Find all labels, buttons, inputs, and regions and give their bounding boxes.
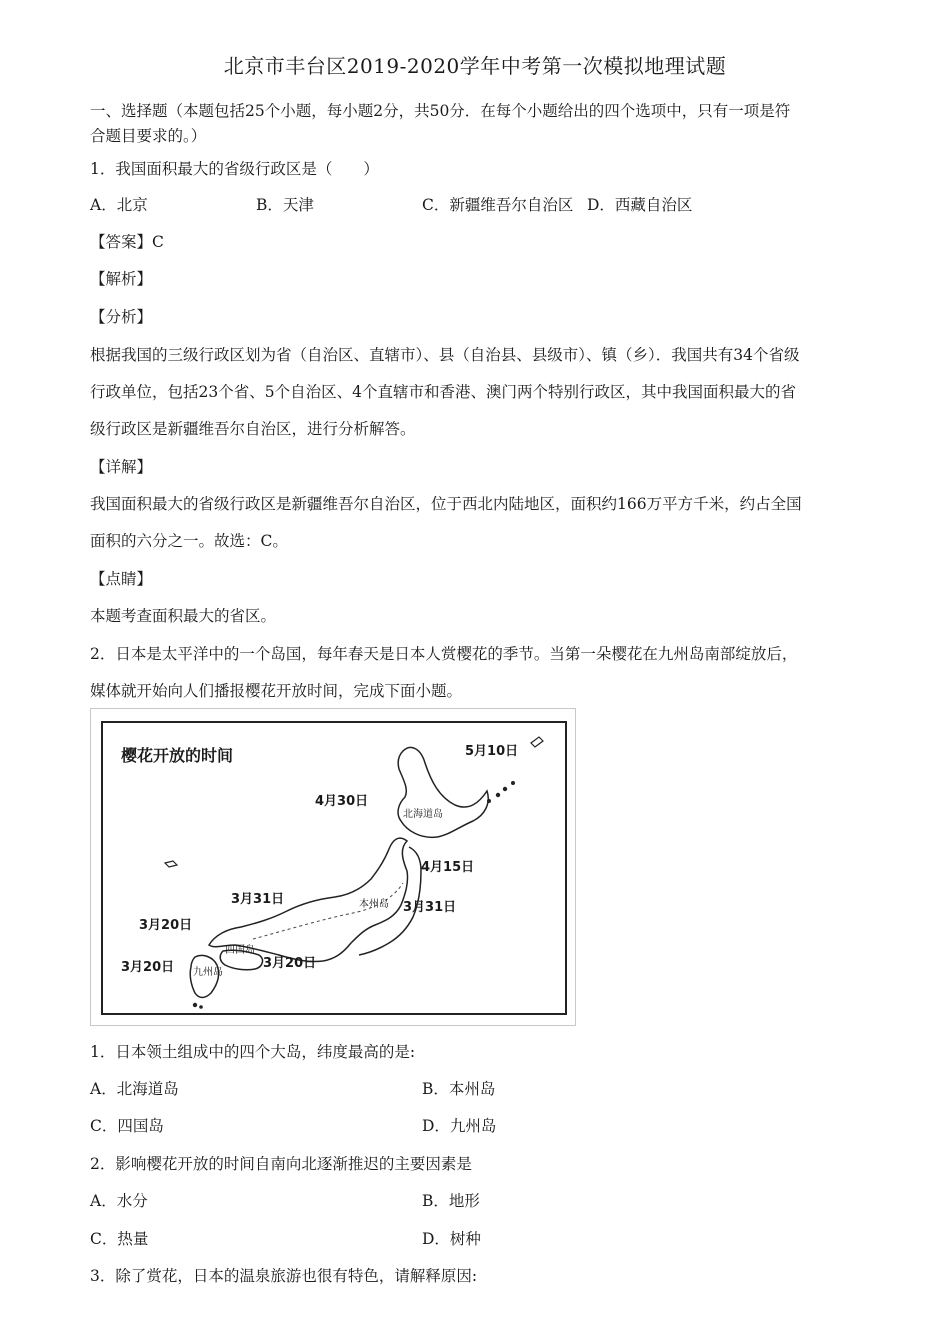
date-label-mar-31-west: 3月31日 — [231, 892, 285, 907]
section-instruction-line-2: 合题目要求的。） — [90, 127, 207, 145]
page-title: 北京市丰台区2019-2020学年中考第一次模拟地理试题 — [223, 54, 727, 78]
q1-fenxi-label: 【分析】 — [90, 308, 153, 326]
q2-sub2-option-d: D．树种 — [422, 1230, 481, 1248]
q2-sub1-option-d: D．九州岛 — [422, 1117, 497, 1135]
map-title: 樱花开放的时间 — [121, 746, 234, 765]
q2-sub2-option-a: A．水分 — [90, 1192, 148, 1210]
section-instruction-line-1: 一、选择题（本题包括25个小题，每小题2分，共50分．在每个小题给出的四个选项中，只有一项是符 — [90, 102, 791, 120]
cherry-blossom-map-figure — [90, 708, 576, 1026]
question-2-stem-line-2: 媒体就开始向人们播报樱花开放时间，完成下面小题。 — [90, 682, 463, 700]
date-label-mar-31-east: 3月31日 — [403, 900, 457, 915]
question-2-stem-line-1: 2．日本是太平洋中的一个岛国，每年春天是日本人赏樱花的季节。当第一朵樱花在九州岛南部绽放后， — [90, 645, 798, 663]
northern-islet-4 — [511, 781, 515, 785]
q1-xiangjie-line-1: 我国面积最大的省级行政区是新疆维吾尔自治区，位于西北内陆地区，面积约166万平方千米，约占全国 — [90, 495, 802, 513]
q1-jiexi-label: 【解析】 — [90, 270, 153, 288]
question-1-stem: 1．我国面积最大的省级行政区是（ ） — [90, 160, 379, 178]
q1-dianjing-text: 本题考查面积最大的省区。 — [90, 607, 277, 625]
japan-map — [103, 723, 565, 1013]
q1-xiangjie-line-2: 面积的六分之一。故选：C。 — [90, 532, 288, 550]
q2-sub1-option-a: A．北海道岛 — [90, 1080, 179, 1098]
hokkaido-outline — [398, 747, 488, 837]
q1-option-b: B．天津 — [256, 196, 314, 214]
q1-option-c: C．新疆维吾尔自治区 — [422, 196, 574, 214]
q1-fenxi-line-1: 根据我国的三级行政区划为省（自治区、直辖市）、县（自治县、县级市）、镇（乡）．我国共有34个省级 — [90, 346, 800, 364]
island-label-honshu: 本州岛 — [359, 899, 389, 910]
q1-xiangjie-label: 【详解】 — [90, 458, 153, 476]
date-label-mar-20-north: 3月20日 — [139, 918, 193, 933]
northern-islet-1 — [531, 737, 543, 747]
q2-sub2-option-c: C．热量 — [90, 1230, 149, 1248]
q1-fenxi-line-2: 行政单位，包括23个省、5个自治区、4个直辖市和香港、澳门两个特别行政区，其中我国面积最大的省 — [90, 383, 796, 401]
q2-sub2-option-b: B．地形 — [422, 1192, 480, 1210]
northern-islet-5 — [487, 799, 491, 803]
q1-dianjing-label: 【点睛】 — [90, 570, 153, 588]
q1-fenxi-line-3: 级行政区是新疆维吾尔自治区，进行分析解答。 — [90, 420, 416, 438]
northern-islet-2 — [496, 793, 500, 797]
q1-option-d: D．西藏自治区 — [587, 196, 693, 214]
q2-sub1-option-b: B．本州岛 — [422, 1080, 496, 1098]
q2-sub2-stem: 2．影响樱花开放的时间自南向北逐渐推迟的主要因素是 — [90, 1155, 472, 1173]
western-islet — [165, 861, 177, 867]
island-label-kyushu: 九州岛 — [193, 967, 223, 978]
date-label-mar-20-south: 3月20日 — [121, 960, 175, 975]
date-label-apr-30: 4月30日 — [315, 794, 369, 809]
island-label-shikoku: 四国岛 — [225, 945, 255, 956]
island-label-hokkaido: 北海道岛 — [403, 809, 443, 820]
q2-sub1-option-c: C．四国岛 — [90, 1117, 164, 1135]
date-label-apr-15: 4月15日 — [421, 860, 475, 875]
northern-islet-3 — [503, 787, 507, 791]
q1-answer: 【答案】C — [90, 233, 164, 251]
q2-sub1-stem: 1．日本领土组成中的四个大岛，纬度最高的是: — [90, 1043, 416, 1061]
southern-islet-1 — [193, 1003, 197, 1007]
date-label-may-10: 5月10日 — [465, 744, 519, 759]
q1-option-a: A．北京 — [90, 196, 148, 214]
map-frame — [101, 721, 567, 1015]
q2-sub3-stem: 3．除了赏花，日本的温泉旅游也很有特色，请解释原因: — [90, 1267, 478, 1285]
southern-islet-2 — [199, 1005, 203, 1009]
date-label-mar-20-shikoku: 3月20日 — [263, 956, 317, 971]
